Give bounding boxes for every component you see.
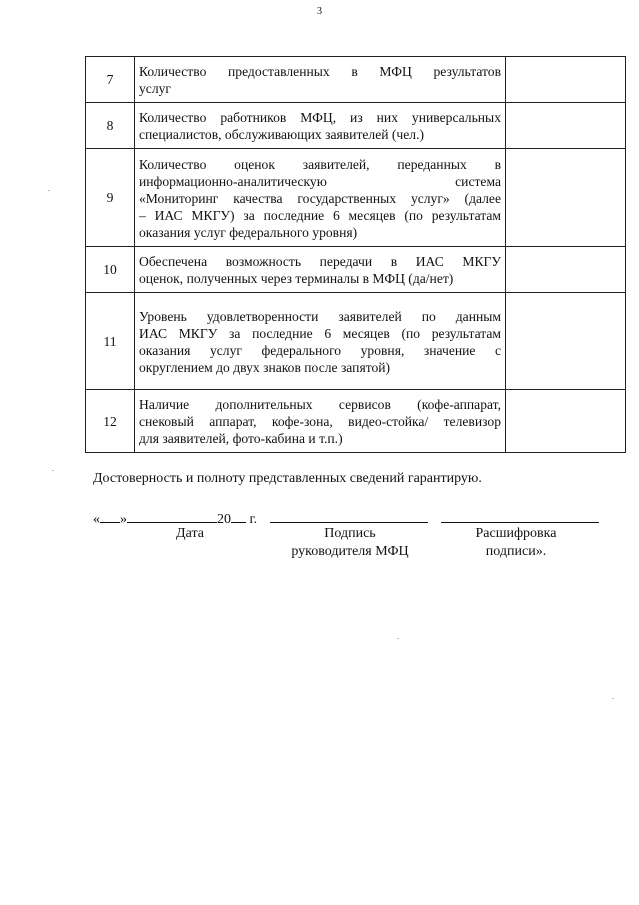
row-description [135,103,506,149]
signature-caption [260,525,440,561]
table-row [86,103,626,149]
signature-label-line1: Подпись [324,526,376,541]
row-description [135,247,506,293]
value-cell[interactable] [506,57,626,103]
row-number: 9 [86,149,135,247]
scan-speck [52,470,54,471]
table-row [86,390,626,453]
description-line: Количество работников МФЦ, из них универсальных [139,110,501,125]
description-line: услуг [139,81,171,96]
table-row [86,149,626,247]
decoding-line[interactable] [441,522,599,523]
value-cell[interactable] [506,149,626,247]
description-line: оказания услуг федерального уровня, значение с [139,342,501,358]
description-line: снековый аппарат, кофе-зона, видео-стойка/ телевизор [139,414,501,429]
description-line: округлением до двух знаков после запятой) [139,359,391,375]
value-cell[interactable] [506,293,626,390]
row-description [135,390,506,453]
day-blank[interactable] [100,508,120,523]
description-line: оценок, полученных через терминалы в МФЦ (да/нет) [139,271,454,286]
scan-speck [48,190,50,191]
row-number: 12 [86,390,135,453]
description-line: «Мониторинг качества государственных услуг» (далее [139,190,501,206]
row-number: 8 [86,103,135,149]
table-row [86,247,626,293]
decoding-label-line1: Расшифровка [475,526,557,541]
decoding-caption [441,525,591,561]
description-line: оказания услуг федерального уровня) [139,224,358,240]
table-row [86,293,626,390]
value-cell[interactable] [506,103,626,149]
description-line: Наличие дополнительных сервисов (кофе-аппарат, [139,397,501,412]
description-line: Обеспечена возможность передачи в ИАС МКГУ [139,254,501,269]
scan-speck [612,698,614,699]
description-line: Уровень удовлетворенности заявителей по данным [139,308,501,324]
date-label: Дата [176,526,204,541]
year-suffix: г. [249,512,258,527]
signature-line[interactable] [270,522,428,523]
description-line: для заявителей, фото-кабина и т.п.) [139,431,343,446]
description-line: ИАС МКГУ за последние 6 месяцев (по результатам [139,325,501,341]
signature-label-line2: руководителя МФЦ [291,544,409,559]
row-description [135,149,506,247]
table-row [86,57,626,103]
row-number: 10 [86,247,135,293]
open-quote: « [93,512,100,527]
row-description [135,293,506,390]
description-line: Количество оценок заявителей, переданных в [139,156,501,172]
decoding-label-line2: подписи». [485,544,547,559]
row-number: 11 [86,293,135,390]
attestation-text: Достоверность и полноту представленных сведений гарантирую. [93,471,482,486]
description-line: – ИАС МКГУ) за последние 6 месяцев (по результатам [139,207,501,223]
row-number: 7 [86,57,135,103]
month-blank[interactable] [127,508,217,523]
value-cell[interactable] [506,390,626,453]
year-blank[interactable] [231,508,246,523]
year-prefix: 20 [217,512,231,527]
close-quote: » [120,512,127,527]
description-line: специалистов, обслуживающих заявителей (чел.) [139,127,425,142]
indicators-table [85,56,626,453]
value-cell[interactable] [506,247,626,293]
date-caption [150,525,230,543]
description-line: информационно-аналитическую система [139,173,501,189]
description-line: Количество предоставленных в МФЦ результатов [139,64,501,79]
page-number: 3 [317,6,322,17]
row-description [135,57,506,103]
scan-speck [397,638,399,639]
